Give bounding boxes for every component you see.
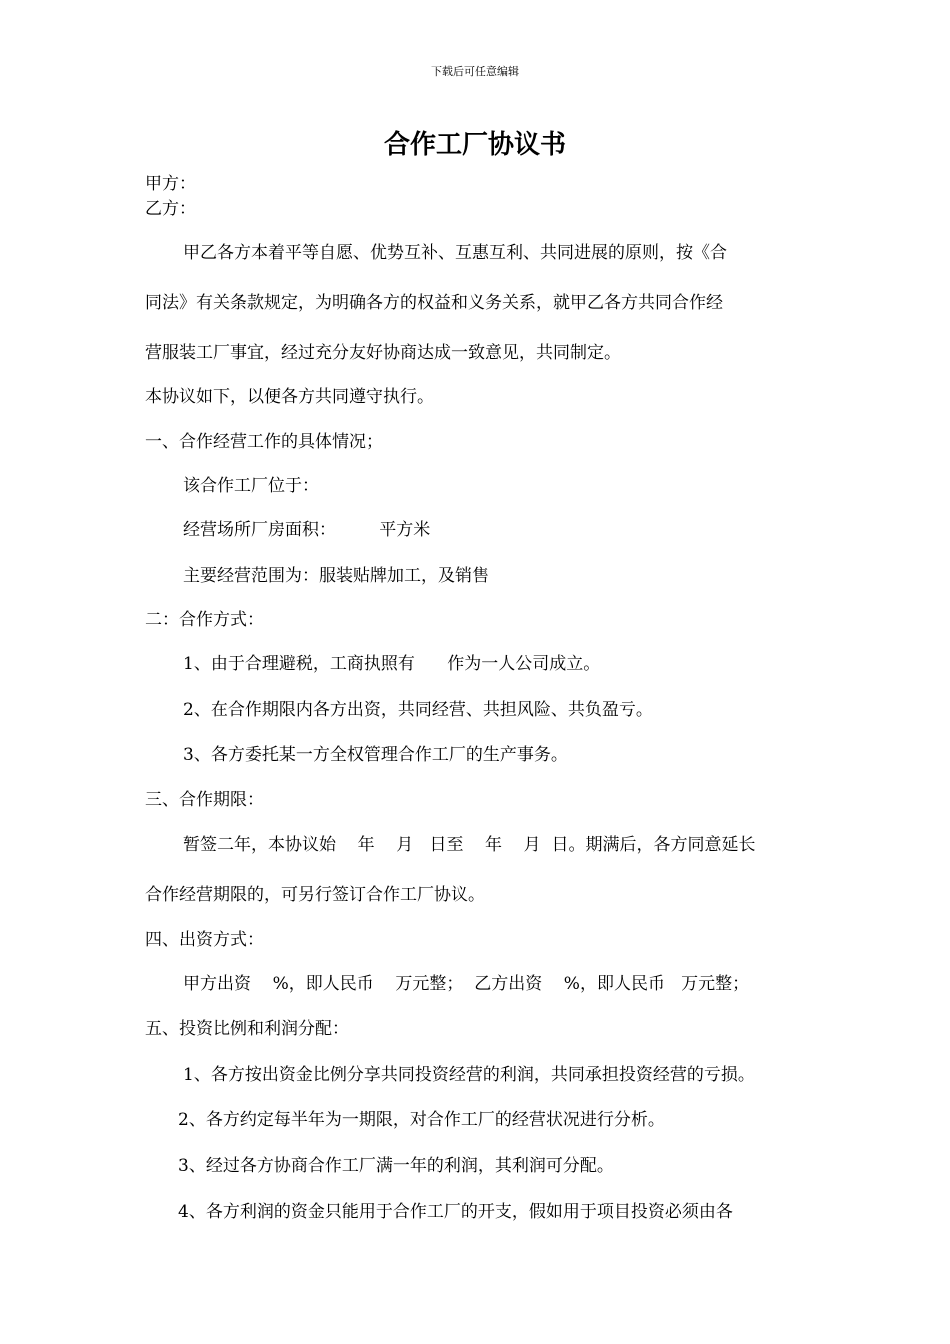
section-4-heading: 四、出资方式： bbox=[145, 930, 264, 950]
s3-line-1: 暂签二年，本协议始 年 月 日至 年 月 日。期满后，各方同意延长 bbox=[183, 835, 756, 855]
section-3-heading: 三、合作期限： bbox=[145, 790, 264, 810]
s5-item-3: 3、经过各方协商合作工厂满一年的利润，其利润可分配。 bbox=[178, 1156, 614, 1176]
intro-line-2: 同法》有关条款规定，为明确各方的权益和义务关系，就甲乙各方共同合作经 bbox=[145, 293, 723, 313]
s5-item-1: 1、各方按出资金比例分享共同投资经营的利润，共同承担投资经营的亏损。 bbox=[183, 1065, 755, 1085]
s4-line: 甲方出资 %，即人民币 万元整； 乙方出资 %，即人民币 万元整； bbox=[183, 974, 750, 994]
document-title: 合作工厂协议书 bbox=[383, 130, 566, 160]
section-1-heading: 一、合作经营工作的具体情况； bbox=[145, 432, 383, 452]
s2-item-2: 2、在合作期限内各方出资，共同经营、共担风险、共负盈亏。 bbox=[183, 700, 653, 720]
party-b-label: 乙方： bbox=[145, 199, 196, 219]
header-note: 下载后可任意编辑 bbox=[431, 65, 519, 78]
intro-line-1: 甲乙各方本着平等自愿、优势互补、互惠互利、共同进展的原则，按《合 bbox=[183, 243, 727, 263]
intro-line-4: 本协议如下，以便各方共同遵守执行。 bbox=[145, 387, 434, 407]
intro-line-3: 营服装工厂事宜，经过充分友好协商达成一致意见，共同制定。 bbox=[145, 343, 621, 363]
party-a-label: 甲方： bbox=[145, 174, 196, 194]
section-2-heading: 二：合作方式： bbox=[145, 610, 264, 630]
s3-line-2: 合作经营期限的，可另行签订合作工厂协议。 bbox=[145, 885, 485, 905]
s5-item-2: 2、各方约定每半年为一期限，对合作工厂的经营状况进行分析。 bbox=[178, 1110, 665, 1130]
s2-item-1: 1、由于合理避税，工商执照有 作为一人公司成立。 bbox=[183, 654, 601, 674]
s5-item-4: 4、各方利润的资金只能用于合作工厂的开支，假如用于项目投资必须由各 bbox=[178, 1202, 733, 1222]
s1-scope: 主要经营范围为：服装贴牌加工，及销售 bbox=[183, 566, 489, 586]
section-5-heading: 五、投资比例和利润分配： bbox=[145, 1019, 349, 1039]
s2-item-3: 3、各方委托某一方全权管理合作工厂的生产事务。 bbox=[183, 745, 568, 765]
s1-location: 该合作工厂位于： bbox=[183, 476, 319, 496]
s1-area: 经营场所厂房面积： 平方米 bbox=[183, 520, 431, 540]
